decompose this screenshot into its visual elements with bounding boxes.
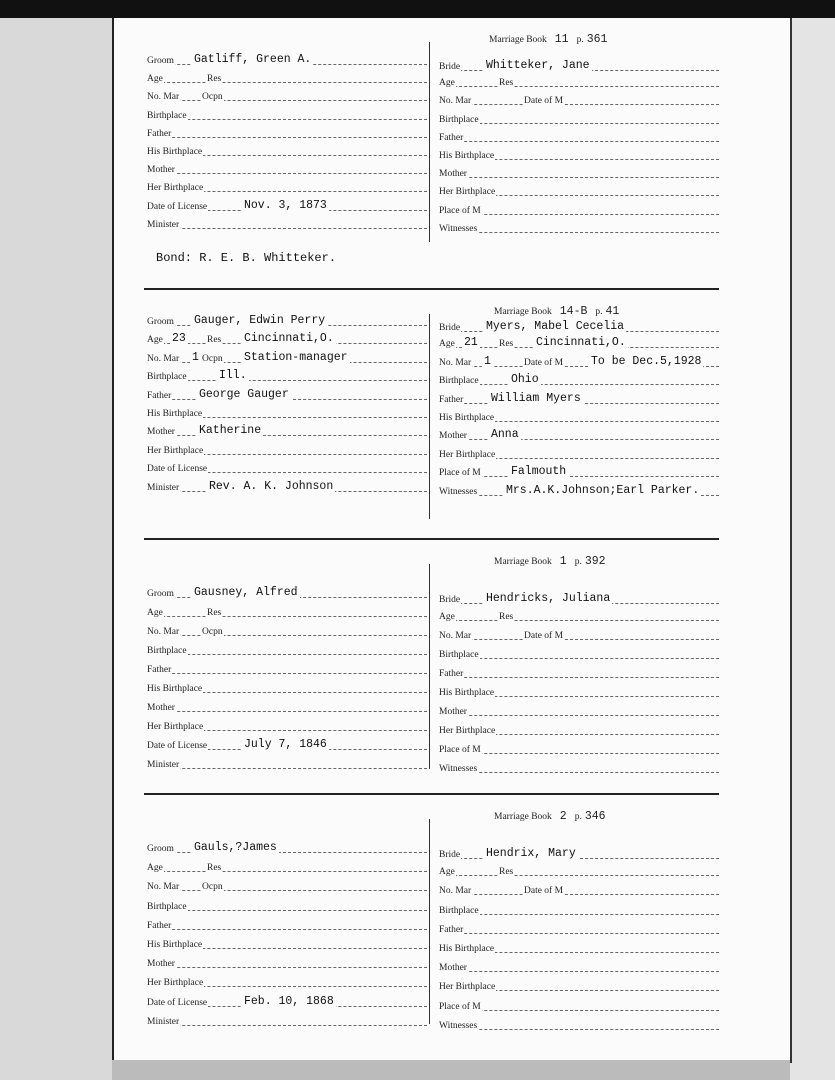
bride-mother-label: Mother <box>439 963 467 974</box>
bride-age-label: Age <box>439 612 455 622</box>
bride-mother-label: Mother <box>439 707 467 717</box>
groom-ocpn-label: Ocpn <box>202 353 223 364</box>
groom-mother-label: Mother <box>147 703 175 713</box>
groom-res-label: Res <box>207 863 222 874</box>
bride-field-row <box>439 591 719 607</box>
groom-field-row <box>147 898 427 914</box>
marriage-book-label: Marriage Book <box>494 557 552 567</box>
groom-field-row <box>147 974 427 990</box>
groom-his-birthplace-label: His Birthplace <box>147 940 203 950</box>
bride-birthplace-label: Birthplace <box>439 650 479 660</box>
bride-name-value: Whitteker, Jane <box>486 59 590 72</box>
groom-her-birthplace-label: Her Birthplace <box>147 978 204 989</box>
groom-field-row <box>147 161 427 177</box>
bride-field-row <box>439 741 719 757</box>
bride-field-row <box>439 921 719 937</box>
groom-father-label: Father <box>147 920 172 931</box>
bride-his-birthplace-label: His Birthplace <box>439 688 495 698</box>
groom-field-row <box>147 936 427 952</box>
column-divider <box>429 819 430 1024</box>
groom-res-label: Res <box>207 74 222 85</box>
marriage-record-card <box>114 793 790 1043</box>
bride-witnesses-label: Witnesses <box>439 486 478 497</box>
groom-father-label: Father <box>147 390 172 401</box>
scan-margin-left <box>0 0 112 1080</box>
groom-his-birthplace-label: His Birthplace <box>147 684 203 694</box>
column-divider <box>429 314 430 519</box>
bride-date-of-m-label: Date of M <box>524 96 564 107</box>
bride-res-label: Res <box>499 867 514 878</box>
bride-field-row <box>439 354 719 370</box>
groom-field-row <box>147 143 427 159</box>
bride-no-mar-label: No. Mar <box>439 357 472 368</box>
groom-father-label: Father <box>147 665 172 675</box>
groom-field-row <box>147 878 427 894</box>
groom-her-birthplace-label: Her Birthplace <box>147 183 204 194</box>
groom-name-value: Gausney, Alfred <box>194 586 298 599</box>
groom-father-label: Father <box>147 128 172 139</box>
scan-bottom-edge <box>112 1060 790 1080</box>
bride-field-row <box>439 92 719 108</box>
bride-field-row <box>439 409 719 425</box>
record-page <box>112 18 792 1063</box>
bride-field-row <box>439 111 719 127</box>
bride-field-row <box>439 608 719 624</box>
groom-field-row <box>147 1013 427 1029</box>
groom-no-mar-value: 1 <box>192 350 199 364</box>
bride-date-of-m-label: Date of M <box>524 886 564 897</box>
bride-place-of-m-label: Place of M <box>439 1001 481 1012</box>
groom-minister-label: Minister <box>147 760 180 770</box>
groom-mother-label: Mother <box>147 959 175 970</box>
groom-ocpn-label: Ocpn <box>202 92 223 103</box>
bride-father-label: Father <box>439 669 464 679</box>
bride-field-row <box>439 483 719 499</box>
groom-age-label: Age <box>147 74 163 85</box>
groom-field-row <box>147 840 427 856</box>
groom-name-value: Gauls,?James <box>194 841 277 854</box>
bride-field-row <box>439 722 719 738</box>
bride-place-of-m-label: Place of M <box>439 205 481 216</box>
page-number: 346 <box>584 810 606 823</box>
groom-field-row <box>147 107 427 123</box>
bride-his-birthplace-label: His Birthplace <box>439 944 495 954</box>
groom-name-label: Groom <box>147 844 174 854</box>
bride-field-row <box>439 464 719 480</box>
bride-name-value: Myers, Mabel Cecelia <box>486 320 625 333</box>
marriage-book-ref <box>494 305 619 318</box>
page-number: 392 <box>584 555 606 568</box>
groom-age-value: 23 <box>172 332 186 346</box>
groom-age-label: Age <box>147 863 163 874</box>
bride-field-row <box>439 446 719 462</box>
groom-age-label: Age <box>147 608 163 618</box>
bride-date-of-m-value: To be Dec.5,1928 <box>591 354 702 368</box>
groom-mother-label: Mother <box>147 427 175 438</box>
groom-birthplace-label: Birthplace <box>147 646 187 656</box>
bride-age-label: Age <box>439 78 455 89</box>
bride-no-mar-label: No. Mar <box>439 886 472 897</box>
groom-date-of-license-label: Date of License <box>147 997 208 1008</box>
groom-field-row <box>147 917 427 933</box>
page-label: p. <box>574 812 582 822</box>
bride-date-of-m-label: Date of M <box>524 357 564 368</box>
groom-ocpn-value: Station-manager <box>244 350 348 364</box>
bride-mother-value: Anna <box>491 428 519 442</box>
marriage-book-number: 1 <box>559 555 567 568</box>
bride-place-of-m-label: Place of M <box>439 745 481 755</box>
bride-field-row <box>439 646 719 662</box>
groom-no-mar-label: No. Mar <box>147 92 180 103</box>
bride-res-value: Cincinnati,O. <box>536 336 626 350</box>
groom-field-row <box>147 216 427 232</box>
bride-field-row <box>439 427 719 443</box>
groom-ocpn-label: Ocpn <box>202 627 223 637</box>
card-separator <box>144 288 719 290</box>
groom-birthplace-label: Birthplace <box>147 110 187 121</box>
groom-minister-label: Minister <box>147 482 180 493</box>
bride-field-row <box>439 940 719 956</box>
groom-field-row <box>147 585 427 601</box>
column-divider <box>429 42 430 242</box>
bride-field-row <box>439 665 719 681</box>
groom-field-row <box>147 756 427 772</box>
groom-field-row <box>147 699 427 715</box>
marriage-book-number: 11 <box>554 33 569 46</box>
bride-birthplace-label: Birthplace <box>439 905 479 916</box>
bride-mother-label: Mother <box>439 431 467 442</box>
groom-date-of-license-label: Date of License <box>147 741 208 751</box>
groom-field-row <box>147 125 427 141</box>
groom-field-row <box>147 737 427 753</box>
groom-his-birthplace-label: His Birthplace <box>147 409 203 419</box>
groom-field-row <box>147 405 427 421</box>
bride-father-value: William Myers <box>491 391 581 405</box>
bride-birthplace-label: Birthplace <box>439 376 479 387</box>
card-separator <box>144 793 719 795</box>
bride-age-value: 21 <box>464 336 478 350</box>
groom-res-label: Res <box>207 608 222 618</box>
groom-field-row <box>147 423 427 439</box>
bride-no-mar-label: No. Mar <box>439 96 472 107</box>
bride-field-row <box>439 882 719 898</box>
page-label: p. <box>576 35 584 45</box>
groom-ocpn-label: Ocpn <box>202 882 223 893</box>
marriage-book-label: Marriage Book <box>494 812 552 822</box>
groom-name-label: Groom <box>147 589 174 599</box>
page-label: p. <box>595 307 603 317</box>
groom-name-label: Groom <box>147 317 174 327</box>
bride-her-birthplace-label: Her Birthplace <box>439 449 496 460</box>
groom-date-of-license-label: Date of License <box>147 201 208 212</box>
marriage-record-card <box>114 538 790 788</box>
bride-field-row <box>439 998 719 1014</box>
groom-field-row <box>147 387 427 403</box>
bride-witnesses-label: Witnesses <box>439 1020 478 1031</box>
groom-date-of-license-label: Date of License <box>147 464 208 475</box>
bride-his-birthplace-label: His Birthplace <box>439 413 495 423</box>
bride-father-label: Father <box>439 394 464 405</box>
bride-no-mar-label: No. Mar <box>439 631 472 641</box>
scan-top-edge <box>0 0 835 18</box>
bride-field-row <box>439 1017 719 1033</box>
groom-date-of-license-value: Nov. 3, 1873 <box>244 198 327 212</box>
groom-date-of-license-value: July 7, 1846 <box>244 738 327 751</box>
bride-field-row <box>439 978 719 994</box>
groom-res-value: Cincinnati,O. <box>244 332 334 346</box>
bride-father-label: Father <box>439 132 464 143</box>
bride-name-label: Bride <box>439 323 461 333</box>
bride-field-row <box>439 627 719 643</box>
bride-field-row <box>439 391 719 407</box>
bride-field-row <box>439 129 719 145</box>
groom-no-mar-label: No. Mar <box>147 627 180 637</box>
page-label: p. <box>574 557 582 567</box>
bride-birthplace-label: Birthplace <box>439 114 479 125</box>
groom-birthplace-label: Birthplace <box>147 372 187 383</box>
bride-witnesses-label: Witnesses <box>439 764 478 774</box>
groom-field-row <box>147 642 427 658</box>
bride-age-label: Age <box>439 867 455 878</box>
bride-field-row <box>439 74 719 90</box>
column-divider <box>429 564 430 769</box>
bride-place-of-m-value: Falmouth <box>511 465 567 479</box>
groom-field-row <box>147 680 427 696</box>
bride-her-birthplace-label: Her Birthplace <box>439 726 496 736</box>
groom-field-row <box>147 994 427 1010</box>
bride-field-row <box>439 202 719 218</box>
groom-field-row <box>147 604 427 620</box>
bride-name-value: Hendricks, Juliana <box>486 592 611 605</box>
bride-field-row <box>439 147 719 163</box>
groom-minister-value: Rev. A. K. Johnson <box>209 479 334 493</box>
groom-her-birthplace-label: Her Birthplace <box>147 722 204 732</box>
bride-field-row <box>439 703 719 719</box>
groom-age-label: Age <box>147 335 163 346</box>
marriage-book-ref <box>494 555 606 568</box>
bride-res-label: Res <box>499 612 514 622</box>
marriage-book-number: 14-B <box>559 305 588 318</box>
bride-age-label: Age <box>439 339 455 350</box>
page-number: 41 <box>605 305 620 318</box>
groom-field-row <box>147 88 427 104</box>
groom-field-row <box>147 718 427 734</box>
bride-date-of-m-label: Date of M <box>524 631 564 641</box>
marriage-book-ref <box>489 33 607 46</box>
groom-field-row <box>147 198 427 214</box>
bride-field-row <box>439 372 719 388</box>
bride-field-row <box>439 58 719 74</box>
marriage-book-label: Marriage Book <box>489 35 547 45</box>
groom-field-row <box>147 623 427 639</box>
bride-field-row <box>439 220 719 236</box>
groom-date-of-license-value: Feb. 10, 1868 <box>244 994 334 1008</box>
bride-field-row <box>439 684 719 700</box>
groom-no-mar-label: No. Mar <box>147 882 180 893</box>
marriage-book-label: Marriage Book <box>494 307 552 317</box>
groom-his-birthplace-label: His Birthplace <box>147 147 203 157</box>
groom-res-label: Res <box>207 335 222 346</box>
bride-birthplace-value: Ohio <box>511 373 539 387</box>
bond-note: Bond: R. E. B. Whitteker. <box>156 251 337 265</box>
bride-res-label: Res <box>499 78 514 89</box>
bride-his-birthplace-label: His Birthplace <box>439 151 495 161</box>
bride-no-mar-value: 1 <box>484 354 491 368</box>
card-separator <box>144 538 719 540</box>
bride-field-row <box>439 335 719 351</box>
page-number: 361 <box>586 33 608 46</box>
groom-birthplace-label: Birthplace <box>147 901 187 912</box>
bride-witnesses-value: Mrs.A.K.Johnson;Earl Parker. <box>506 483 700 497</box>
bride-field-row <box>439 760 719 776</box>
groom-field-row <box>147 52 427 68</box>
groom-minister-label: Minister <box>147 219 180 230</box>
bride-field-row <box>439 902 719 918</box>
groom-field-row <box>147 313 427 329</box>
groom-mother-value: Katherine <box>199 424 262 438</box>
groom-her-birthplace-label: Her Birthplace <box>147 445 204 456</box>
groom-no-mar-label: No. Mar <box>147 353 180 364</box>
groom-minister-label: Minister <box>147 1016 180 1027</box>
groom-field-row <box>147 368 427 384</box>
marriage-book-ref <box>494 810 606 823</box>
groom-mother-label: Mother <box>147 165 175 176</box>
groom-field-row <box>147 460 427 476</box>
groom-name-value: Gatliff, Green A. <box>194 53 312 66</box>
bride-name-value: Hendrix, Mary <box>486 847 576 860</box>
groom-field-row <box>147 179 427 195</box>
bride-field-row <box>439 863 719 879</box>
bride-name-label: Bride <box>439 62 461 72</box>
groom-name-value: Gauger, Edwin Perry <box>194 314 326 327</box>
groom-field-row <box>147 661 427 677</box>
bride-field-row <box>439 183 719 199</box>
bride-her-birthplace-label: Her Birthplace <box>439 187 496 198</box>
bride-mother-label: Mother <box>439 169 467 180</box>
bride-field-row <box>439 319 719 335</box>
bride-name-label: Bride <box>439 595 461 605</box>
bride-witnesses-label: Witnesses <box>439 223 478 234</box>
bride-res-label: Res <box>499 339 514 350</box>
groom-field-row <box>147 70 427 86</box>
groom-field-row <box>147 859 427 875</box>
groom-field-row <box>147 955 427 971</box>
bride-name-label: Bride <box>439 850 461 860</box>
bride-field-row <box>439 165 719 181</box>
marriage-book-number: 2 <box>559 810 567 823</box>
groom-name-label: Groom <box>147 56 174 66</box>
groom-field-row <box>147 442 427 458</box>
scan-margin-right <box>790 0 835 1080</box>
groom-field-row <box>147 479 427 495</box>
marriage-record-card <box>114 288 790 538</box>
bride-father-label: Father <box>439 924 464 935</box>
bride-place-of-m-label: Place of M <box>439 468 481 479</box>
groom-field-row <box>147 350 427 366</box>
bride-field-row <box>439 959 719 975</box>
marriage-record-card <box>114 28 790 278</box>
groom-field-row <box>147 331 427 347</box>
bride-her-birthplace-label: Her Birthplace <box>439 982 496 993</box>
groom-birthplace-value: Ill. <box>219 369 247 383</box>
bride-field-row <box>439 846 719 862</box>
groom-father-value: George Gauger <box>199 387 289 401</box>
